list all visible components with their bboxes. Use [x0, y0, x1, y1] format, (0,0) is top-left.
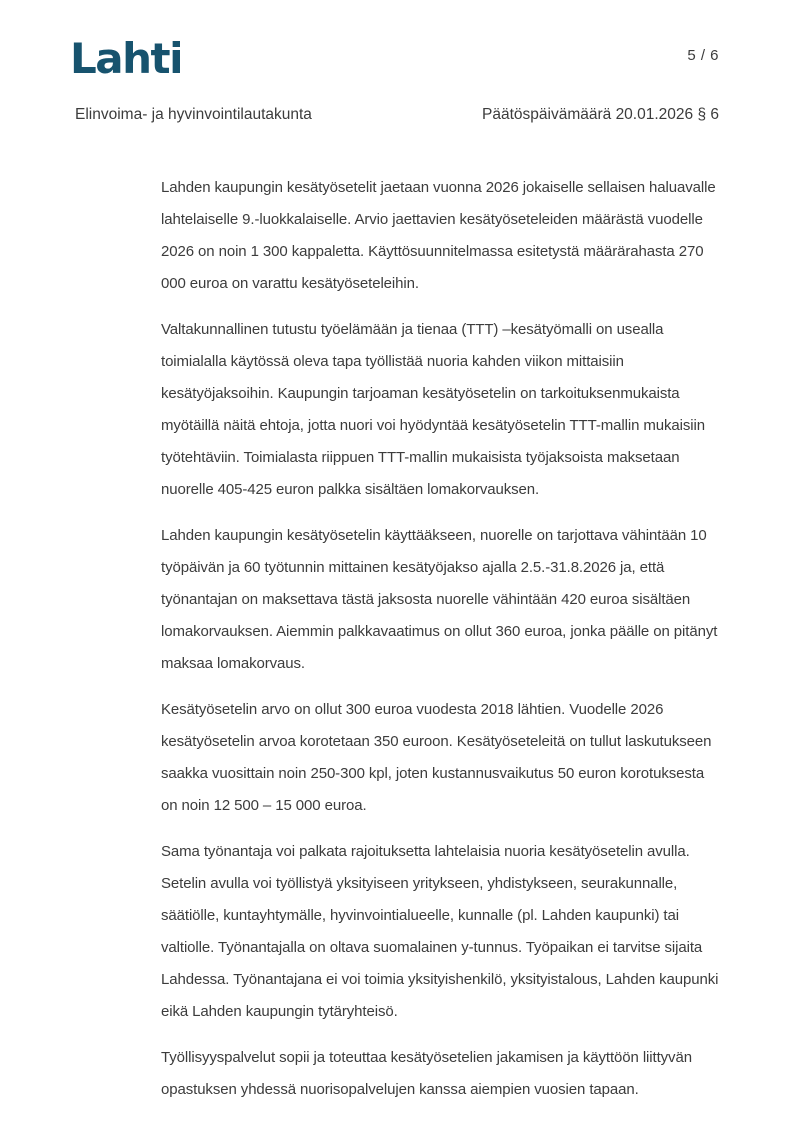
page-number: 5 / 6 [687, 47, 719, 64]
paragraph-employer-rules: Sama työnantaja voi palkata rajoituksetta lahtelaisia nuoria kesätyösetelin avulla. Setelin avulla voi työllistyä yksityiseen yritykseen, yhdistykseen, seurakunnalle, säätiölle, kuntayhtymälle, hyvinvointialueelle, kunnalle (pl. Lahden kaupunki) tai valtiolle. Työnantajalla on oltava suomalainen y-tunnus. Työpaikan ei tarvitse sijaita Lahdessa. Työnantajana ei voi toimia yksityishenkilö, yksityistalous, Lahden kaupunki eikä Lahden kaupungin tytäryhteisö. [161, 843, 719, 1020]
lahti-logo: Lahti [70, 34, 182, 83]
paragraph-employment-services: Työllisyyspalvelut sopii ja toteuttaa kesätyösetelien jakamisen ja käyttöön liittyvän opastuksen yhdessä nuorisopalvelujen kanssa aiempien vuosien tapaan. [161, 1049, 692, 1098]
paragraph-voucher-value: Kesätyösetelin arvo on ollut 300 euroa vuodesta 2018 lähtien. Vuodelle 2026 kesätyösetelin arvoa korotetaan 350 euroon. Kesätyöseteleitä on tullut laskutukseen saakka vuosittain noin 250-300 kpl, joten kustannusvaikutus 50 euron korotuksesta on noin 12 500 – 15 000 euroa. [161, 701, 712, 814]
body-text [161, 172, 721, 1120]
committee-name: Elinvoima- ja hyvinvointilautakunta [75, 106, 312, 123]
document-header [75, 106, 719, 124]
decision-date: Päätöspäivämäärä 20.01.2026 § 6 [482, 106, 719, 123]
paragraph-voucher-conditions: Lahden kaupungin kesätyösetelin käyttääkseen, nuorelle on tarjottava vähintään 10 työpäivän ja 60 työtunnin mittainen kesätyöjakso ajalla 2.5.-31.8.2026 ja, että työnantajan on maksettava tästä jaksosta nuorelle vähintään 420 euroa sisältäen lomakorvauksen. Aiemmin palkkavaatimus on ollut 360 euroa, jonka päälle on pitänyt maksaa lomakorvaus. [161, 527, 718, 672]
paragraph-ttt-model: Valtakunnallinen tutustu työelämään ja tienaa (TTT) –kesätyömalli on usealla toimialalla käytössä oleva tapa työllistää nuoria kahden viikon mittaisiin kesätyöjaksoihin. Kaupungin tarjoaman kesätyösetelin on tarkoituksenmukaista myötäillä näitä ehtoja, jotta nuori voi hyödyntää kesätyösetelin TTT-mallin mukaisiin työtehtäviin. Toimialasta riippuen TTT-mallin mukaisista työjaksoista maksetaan nuorelle 405-425 euron palkka sisältäen lomakorvauksen. [161, 321, 705, 498]
paragraph-summer-voucher-intro: Lahden kaupungin kesätyösetelit jaetaan vuonna 2026 jokaiselle sellaisen haluavalle lahtelaiselle 9.-luokkalaiselle. Arvio jaettavien kesätyöseteleiden määrästä vuodelle 2026 on noin 1 300 kappaletta. Käyttösuunnitelmassa esitetystä määrärahasta 270 000 euroa on varattu kesätyöseteleihin. [161, 179, 716, 292]
